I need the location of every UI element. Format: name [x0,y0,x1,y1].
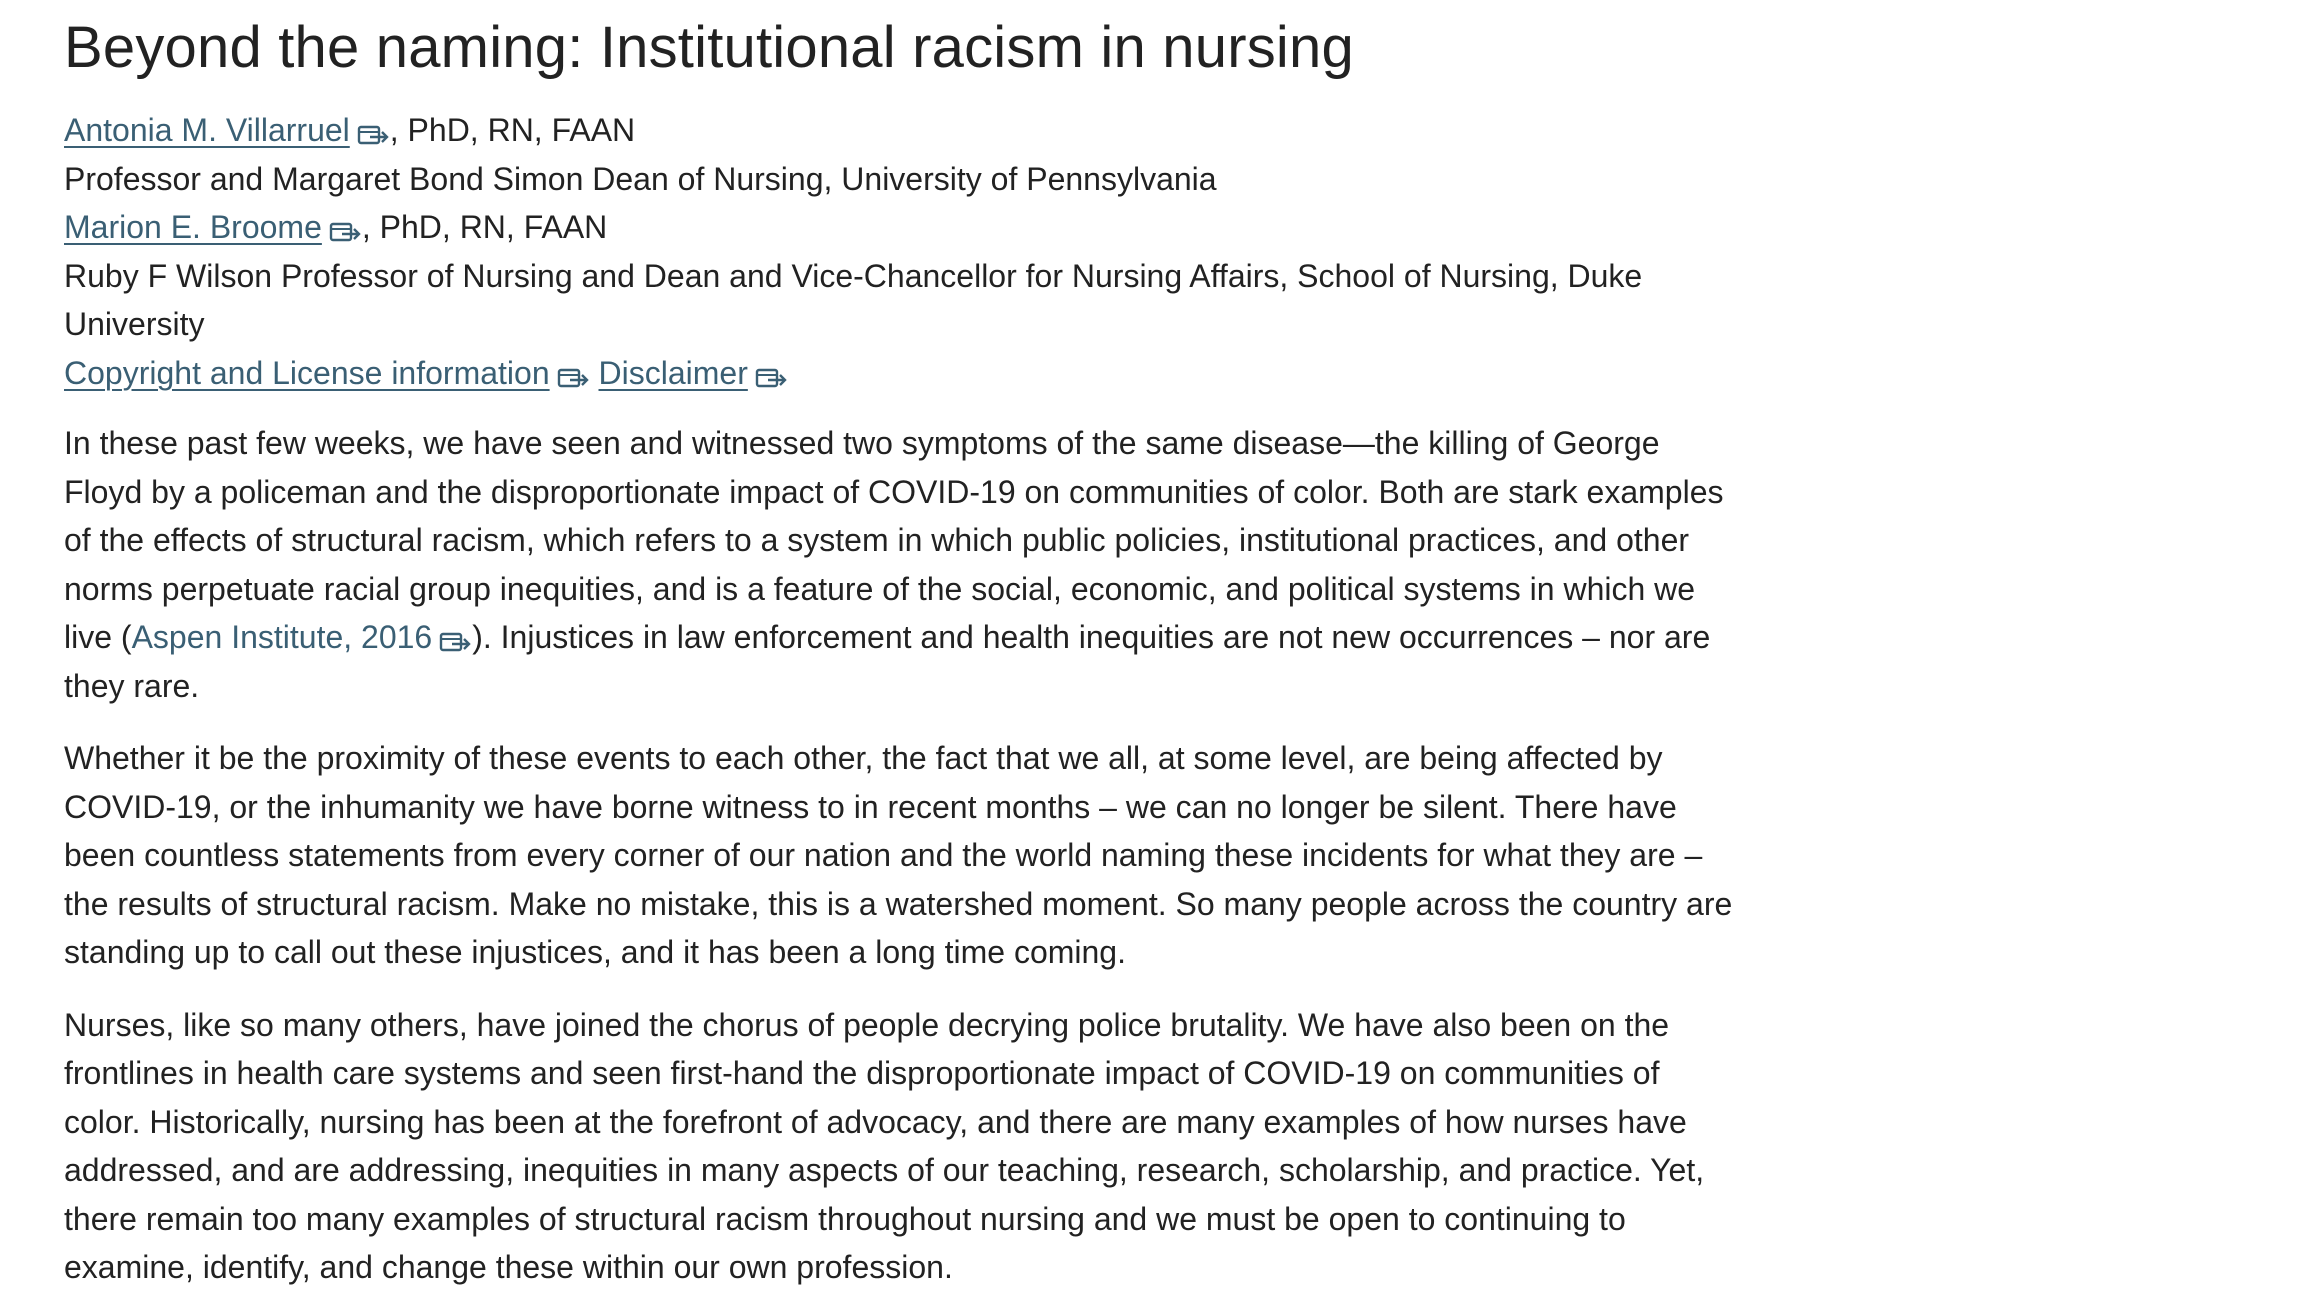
article-container [64,0,1744,1316]
paragraph-1-end: ). Injustices in law enforcement and health inequities are not new occurrences – nor are they rare. [64,619,1711,704]
paragraph-1 [64,419,1744,710]
external-link-icon[interactable] [356,119,390,147]
article-title: Beyond the naming: Institutional racism in nursing [64,15,1354,80]
paragraph-2: Whether it be the proximity of these events to each other, the fact that we all, at some level, are being affected by COVID-19, or the inhumanity we have borne witness to in recent months – we can no longer be silent. There have been countless statements from every corner of our nation and the world naming these incidents for what they are – the results of structural racism. Make no mistake, this is a watershed moment. So many people across the country are standing up to call out these injustices, and it has been a long time coming. [64,740,1733,970]
external-link-icon[interactable] [328,216,362,244]
external-link-icon[interactable] [556,362,590,390]
author-credentials-1: , PhD, RN, FAAN [389,112,636,148]
article-meta [64,106,1744,397]
paragraph-3: Nurses, like so many others, have joined the chorus of people decrying police brutality. We have also been on the frontlines in health care systems and seen first-hand the disproportionate impact of COVID-19 on communities of color. Historically, nursing has been at the forefront of advocacy, and there are many examples of how nurses have addressed, and are addressing, inequities in many aspects of our teaching, research, scholarship, and practice. Yet, there remain too many examples of structural racism throughout nursing and we must be open to continuing to examine, identify, and change these within our own profession. [64,1006,1705,1285]
citation-link-aspen[interactable]: Aspen Institute, 2016 [131,619,433,655]
external-link-icon[interactable] [754,362,788,390]
author-affiliation-2b: University [64,306,205,342]
author-link-villarruel[interactable]: Antonia M. Villarruel [64,112,350,148]
copyright-link[interactable]: Copyright and License information [64,354,550,391]
external-link-icon[interactable] [438,626,472,654]
author-line-2 [64,203,1744,252]
author-line-1 [64,106,1744,155]
license-links [64,349,1744,398]
author-affiliation-2a: Ruby F Wilson Professor of Nursing and Dean and Vice-Chancellor for Nursing Affairs, School of Nursing, Duke [64,257,1643,294]
disclaimer-link[interactable]: Disclaimer [598,354,748,391]
author-link-broome[interactable]: Marion E. Broome [64,209,322,245]
author-credentials-2: , PhD, RN, FAAN [361,209,608,245]
paragraph-1-start: In these past few weeks, we have seen and witnessed two symptoms of the same disease—the killing of George Floyd by a policeman and the disproportionate impact of COVID-19 on communities of color. Both are stark examples of the effects of structural racism, which refers to a system in which public policies, institutional practices, and other norms perpetuate racial group inequities, and is a feature of the social, economic, and political systems in which we live ( [64,425,1724,655]
article-body [64,419,1744,1292]
author-affiliation-1: Professor and Margaret Bond Simon Dean of Nursing, University of Pennsylvania [64,160,1217,197]
